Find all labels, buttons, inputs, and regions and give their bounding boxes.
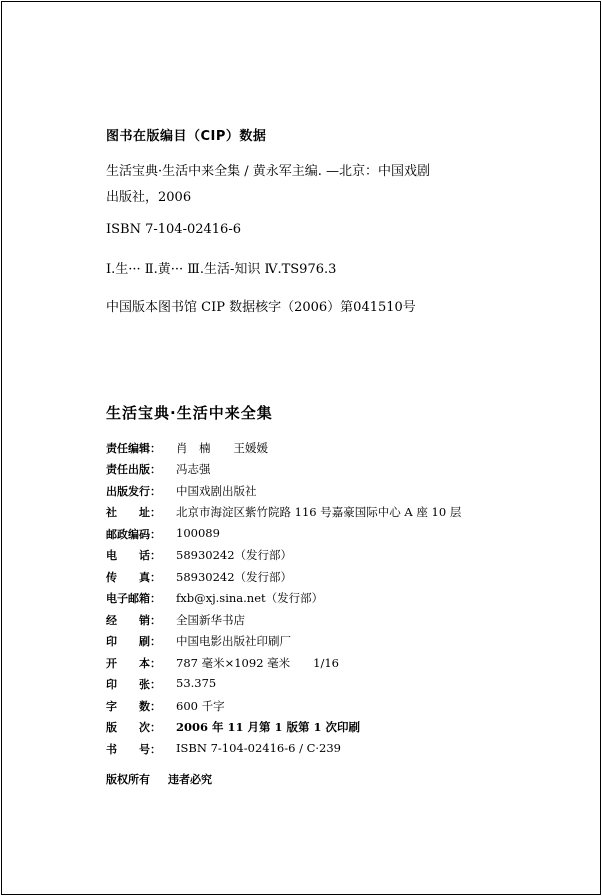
info-value: 100089 [176, 526, 220, 540]
info-label: 版 次： [106, 721, 161, 734]
info-label: 开 本： [106, 657, 161, 670]
cip-entry-line1: 生活宝典·生活中来全集 / 黄永军主编. —北京：中国戏剧 [106, 164, 431, 179]
cip-classification: Ⅰ.生··· Ⅱ.黄··· Ⅲ.生活-知识 Ⅳ.TS976.3 [106, 262, 337, 277]
info-label: 传 真： [106, 571, 161, 584]
info-value: 肖 楠 王媛媛 [176, 441, 268, 455]
info-value: fxb@xj.sina.net（发行部） [176, 591, 324, 605]
copyright-notice [106, 771, 212, 787]
info-label: 电子邮箱： [106, 592, 161, 605]
cip-isbn: ISBN 7-104-02416-6 [106, 222, 241, 237]
info-label: 邮政编码： [106, 528, 161, 541]
info-value: 冯志强 [176, 462, 211, 476]
info-value: 600 千字 [176, 699, 225, 713]
info-label: 印 刷： [106, 635, 161, 648]
book-title: 生活宝典·生活中来全集 [106, 404, 273, 422]
info-label: 经 销： [106, 614, 161, 627]
info-value: 58930242（发行部） [176, 570, 293, 584]
info-value: 中国戏剧出版社 [176, 484, 257, 498]
info-label: 书 号： [106, 743, 161, 756]
info-value: 58930242（发行部） [176, 548, 293, 562]
info-value: 北京市海淀区紫竹院路 116 号嘉豪国际中心 A 座 10 层 [176, 505, 462, 519]
info-label: 责任出版： [106, 463, 161, 476]
info-value: 53.375 [176, 676, 217, 690]
info-label: 出版发行： [106, 485, 161, 498]
info-label: 责任编辑： [106, 442, 161, 455]
infringement-warning: 违者必究 [168, 773, 212, 786]
info-value: ISBN 7-104-02416-6 / C·239 [176, 741, 342, 755]
cip-entry-line2: 出版社，2006 [106, 190, 192, 205]
page-border [1, 1, 601, 895]
info-label: 字 数： [106, 700, 161, 713]
info-label: 印 张： [106, 678, 161, 691]
info-value: 中国电影出版社印刷厂 [176, 634, 291, 648]
info-label: 电 话： [106, 549, 161, 562]
info-value: 787 毫米×1092 毫米 1/16 [176, 656, 339, 670]
info-label: 社 址： [106, 506, 161, 519]
info-value: 2006 年 11 月第 1 版第 1 次印刷 [176, 720, 361, 734]
cip-heading: 图书在版编目（CIP）数据 [106, 129, 267, 144]
rights-reserved: 版权所有 [106, 773, 150, 786]
info-value: 全国新华书店 [176, 613, 245, 627]
cip-number: 中国版本图书馆 CIP 数据核字（2006）第041510号 [106, 300, 416, 315]
